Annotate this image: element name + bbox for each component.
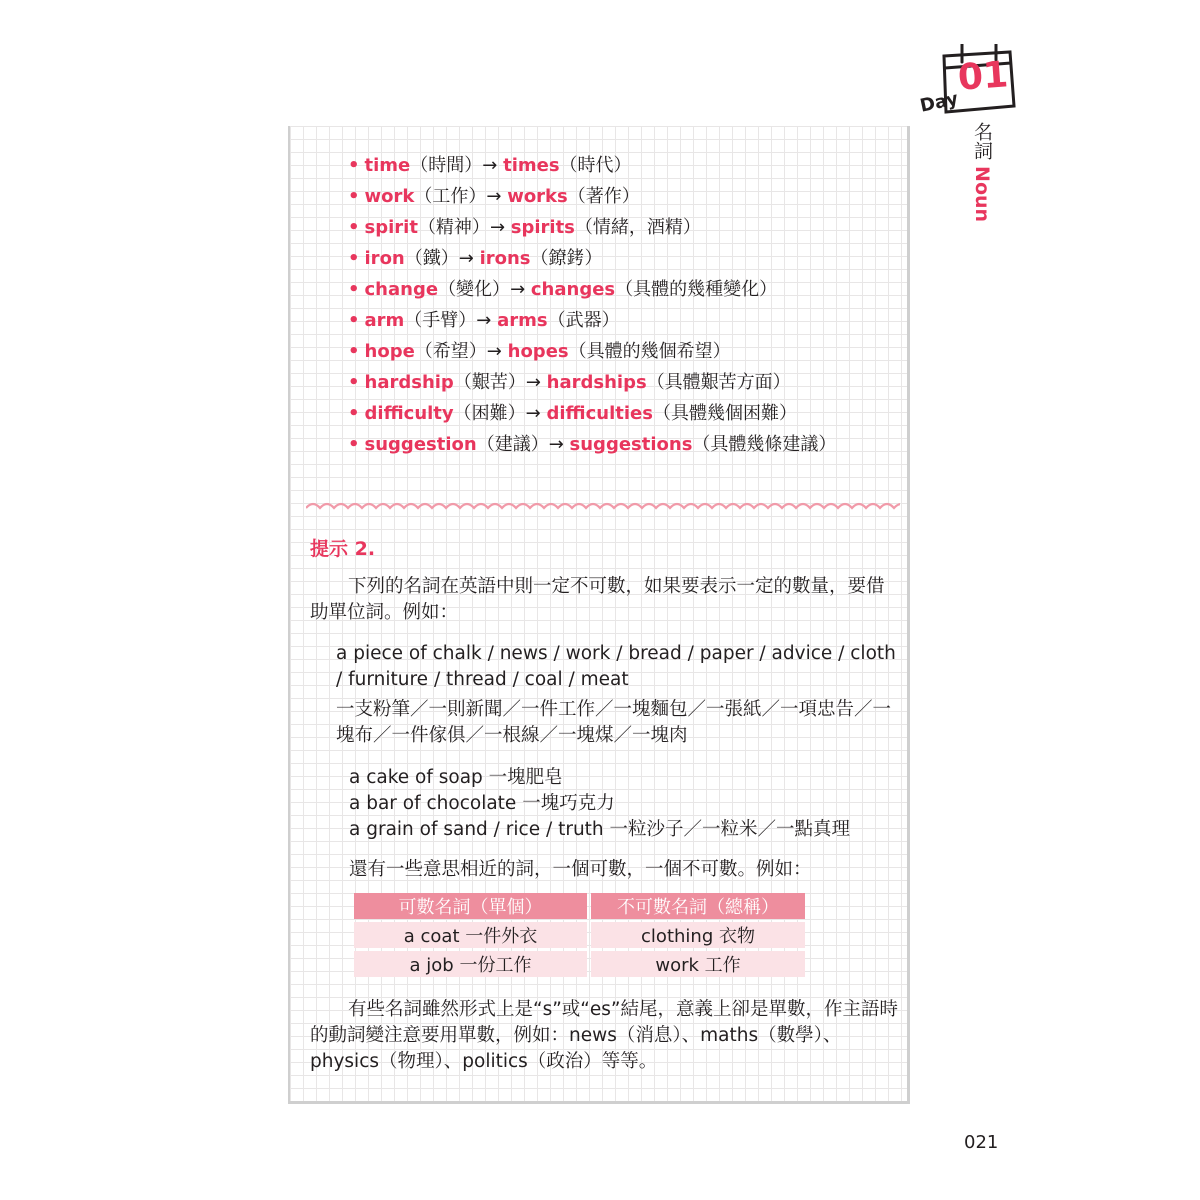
chapter-title-en: Noun <box>971 166 993 223</box>
tip-title: 提示 2. <box>310 538 376 560</box>
table-cell: a job 一份工作 <box>354 951 587 977</box>
example-line: a grain of sand / rice / truth 一粒沙子／一粒米／一點真理 <box>349 819 851 840</box>
closing-paragraph: 有些名詞雖然形式上是“s”或“es”結尾，意義上卻是單數，作主語時的動詞變注意要用單數，例如：news（消息）、maths（數學）、physics（物理）、politics（政治）等等。 <box>310 999 898 1072</box>
table-header-uncountable: 不可數名詞（總稱） <box>591 893 805 919</box>
countable-uncountable-table <box>350 890 809 980</box>
unit-word-examples <box>349 765 889 843</box>
list-item: • hope（希望）→ hopes（具體的幾個希望） <box>348 341 731 362</box>
list-item: • suggestion（建議）→ suggestions（具體幾條建議） <box>348 434 837 455</box>
uncountable-examples-en: a piece of chalk / news / work / bread / paper / advice / cloth / furniture / thread / coal / meat <box>336 643 896 690</box>
day-number: 01 <box>956 54 1010 99</box>
table-cell: clothing 衣物 <box>591 922 805 948</box>
chapter-title <box>966 122 996 222</box>
table-row <box>354 922 805 948</box>
example-line: a bar of chocolate 一塊巧克力 <box>349 793 615 814</box>
table-cell: a coat 一件外衣 <box>354 922 587 948</box>
list-item: • iron（鐵）→ irons（鐐銬） <box>348 248 603 269</box>
list-item: • time（時間）→ times（時代） <box>348 155 632 176</box>
list-item: • hardship（艱苦）→ hardships（具體艱苦方面） <box>348 372 791 393</box>
table-row <box>354 951 805 977</box>
list-item: • arm（手臂）→ arms（武器） <box>348 310 620 331</box>
example-line: a cake of soap 一塊肥皂 <box>349 767 563 788</box>
chapter-title-zh: 名詞 <box>971 122 993 160</box>
list-item: • spirit（精神）→ spirits（情緒，酒精） <box>348 217 701 238</box>
tip-intro: 下列的名詞在英語中則一定不可數，如果要表示一定的數量，要借助單位詞。例如： <box>310 576 885 623</box>
list-item: • difficulty（困難）→ difficulties（具體幾個困難） <box>348 403 797 424</box>
day-label: Day <box>918 88 961 117</box>
table-header-countable: 可數名詞（單個） <box>354 893 587 919</box>
table-cell: work 工作 <box>591 951 805 977</box>
list-item: • change（變化）→ changes（具體的幾種變化） <box>348 279 778 300</box>
similar-words-intro: 還有一些意思相近的詞，一個可數，一個不可數。例如： <box>349 859 812 880</box>
list-item: • work（工作）→ works（著作） <box>348 186 640 207</box>
uncountable-examples-zh: 一支粉筆／一則新聞／一件工作／一塊麵包／一張紙／一項忠告／一塊布／一件傢俱／一根線／一塊煤／一塊肉 <box>336 699 892 746</box>
wavy-divider <box>306 498 900 518</box>
plural-meaning-list <box>348 150 836 460</box>
table-header-row <box>354 893 805 919</box>
page-number: 021 <box>964 1132 999 1153</box>
